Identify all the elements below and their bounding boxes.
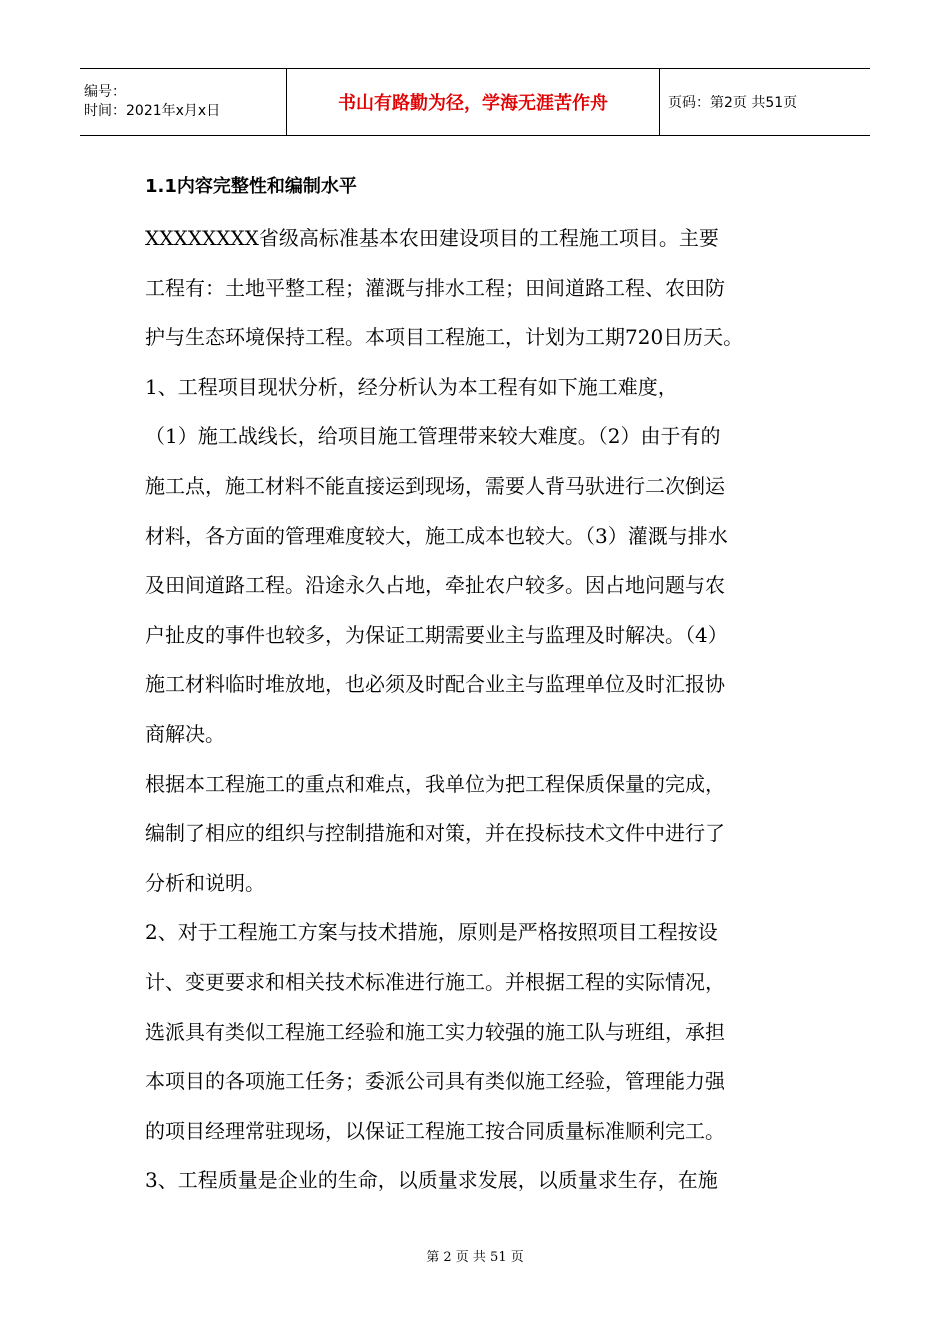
text-line: （1）施工战线长，给项目施工管理带来较大难度。（2）由于有的: [145, 424, 721, 449]
text-line: 选派具有类似工程施工经验和施工实力较强的施工队与班组，承担: [145, 1019, 725, 1044]
header-meta: [80, 69, 287, 136]
text-line: 3、工程质量是企业的生命，以质量求发展，以质量求生存，在施: [145, 1168, 718, 1193]
text-line: 及田间道路工程。沿途永久占地，牵扯农户较多。因占地问题与农: [145, 573, 725, 598]
text-line: 计、变更要求和相关技术标准进行施工。并根据工程的实际情况，: [145, 969, 725, 994]
text-line: 2、对于工程施工方案与技术措施，原则是严格按照项目工程按设: [145, 920, 718, 945]
text-line: 本项目的各项施工任务；委派公司具有类似施工经验，管理能力强: [145, 1069, 725, 1094]
text-line: 户扯皮的事件也较多，为保证工期需要业主与监理及时解决。（4）: [145, 622, 728, 647]
text-line: 护与生态环境保持工程。本项目工程施工，计划为工期720日历天。: [145, 325, 744, 350]
number-label: 编号：: [84, 84, 126, 100]
text-line: XXXXXXXX省级高标准基本农田建设项目的工程施工项目。主要: [145, 226, 719, 250]
text-line: 工程有：土地平整工程；灌溉与排水工程；田间道路工程、农田防: [145, 275, 725, 300]
header-motto: 书山有路勤为径，学海无涯苦作舟: [287, 69, 660, 136]
text-line: 施工点，施工材料不能直接运到现场，需要人背马驮进行二次倒运: [145, 473, 725, 498]
text-line: 根据本工程施工的重点和难点，我单位为把工程保质保量的完成，: [145, 771, 725, 796]
text-line: 材料，各方面的管理难度较大，施工成本也较大。（3）灌溉与排水: [145, 523, 728, 548]
text-line: 商解决。: [145, 721, 225, 746]
text-line: 施工材料临时堆放地，也必须及时配合业主与监理单位及时汇报协: [145, 672, 725, 697]
header-page-info: 页码：第2页 共51页: [660, 69, 871, 136]
page-footer: 第 2 页 共 51 页: [426, 1250, 524, 1265]
text-line: 1、工程项目现状分析，经分析认为本工程有如下施工难度，: [145, 374, 678, 399]
section-heading: 1.1内容完整性和编制水平: [145, 176, 357, 197]
body-text: [145, 214, 815, 1206]
text-line: 分析和说明。: [145, 870, 265, 895]
time-label: 时间：2021年x月x日: [84, 103, 221, 119]
text-line: 的项目经理常驻现场，以保证工程施工按合同质量标准顺利完工。: [145, 1118, 725, 1143]
document-header: [80, 68, 870, 136]
text-line: 编制了相应的组织与控制措施和对策，并在投标技术文件中进行了: [145, 821, 725, 846]
